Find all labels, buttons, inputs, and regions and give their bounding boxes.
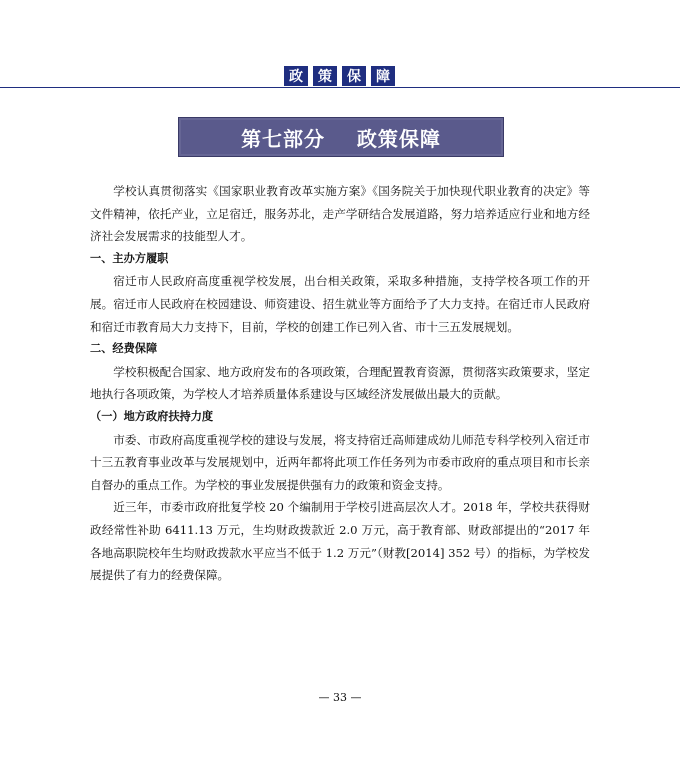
paragraph-sponsor-duty: 宿迁市人民政府高度重视学校发展，出台相关政策，采取多种措施，支持学校各项工作的开展。宿迁市人民政府在校园建设、师资建设、招生就业等方面给予了大力支持。在宿迁市人民政府和宿迁市教育局大力支持下，目前，学校的创建工作已列入省、市十三五发展规划。 — [90, 274, 590, 334]
running-header — [284, 66, 395, 86]
section-title: 第七部分 政策保障 — [241, 126, 441, 151]
subheading-local-support: （一）地方政府扶持力度 — [90, 409, 214, 423]
intro-paragraph: 学校认真贯彻落实《国家职业教育改革实施方案》《国务院关于加快现代职业教育的决定》等文件精神，依托产业，立足宿迁，服务苏北，走产学研结合发展道路，努力培养适应行业和地方经济社会发展需求的技能型人才。 — [90, 184, 590, 244]
header-char-box: 保 — [342, 66, 366, 86]
header-divider — [0, 87, 680, 88]
paragraph-finance-figures: 近三年，市委市政府批复学校 20 个编制用于学校引进高层次人才。2018 年，学校共获得财政经常性补助 6411.13 万元，生均财政拨款近 2.0 万元，高于教育部、财政部提出的“2017 年各地高职院校年生均财政拨款水平应当不低于 1.2 万元”（财教[2014] 352 号）的指标，为学校发展提供了有力的经费保障。 — [90, 500, 590, 583]
header-char-box: 政 — [284, 66, 308, 86]
page-number: — 33 — — [318, 691, 362, 704]
heading-funding: 二、经费保障 — [90, 342, 158, 356]
header-char-box: 障 — [371, 66, 395, 86]
header-char-box: 策 — [313, 66, 337, 86]
paragraph-local-support: 市委、市政府高度重视学校的建设与发展，将支持宿迁高师建成幼儿师范专科学校列入宿迁市十三五教育事业改革与发展规划中，近两年都将此项工作任务列为市委市政府的重点项目和市长亲自督办的重点工作。为学校的事业发展提供强有力的政策和资金支持。 — [90, 432, 590, 492]
body-content — [90, 180, 590, 587]
section-title-banner — [178, 117, 504, 157]
paragraph-funding: 学校积极配合国家、地方政府发布的各项政策，合理配置教育资源，贯彻落实政策要求，坚定地执行各项政策，为学校人才培养质量体系建设与区域经济发展做出最大的贡献。 — [90, 364, 590, 402]
heading-sponsor-duty: 一、主办方履职 — [90, 251, 169, 265]
